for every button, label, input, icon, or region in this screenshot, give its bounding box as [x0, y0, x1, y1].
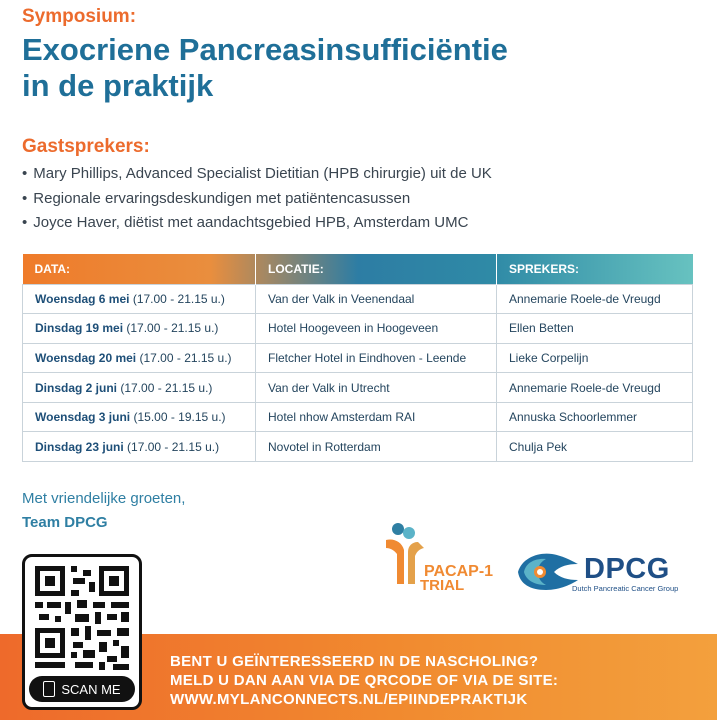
- table-row: [23, 432, 693, 462]
- date-time: (17.00 - 21.15 u.): [139, 350, 232, 365]
- date-cell: [23, 314, 256, 344]
- date-cell: [23, 402, 256, 432]
- location-cell: Fletcher Hotel in Eindhoven - Leende: [256, 343, 497, 373]
- pacap-logo-line1: PACAP-1: [424, 563, 494, 580]
- banner-url-link[interactable]: WWW.MYLANCONNECTS.NL/EPIINDEPRAKTIJK: [170, 691, 528, 708]
- table-row: [23, 343, 693, 373]
- date-day: Dinsdag 23 juni: [35, 439, 124, 454]
- closing-team: Team DPCG: [22, 514, 108, 531]
- symposium-kicker: Symposium:: [22, 6, 137, 27]
- date-time: (15.00 - 19.15 u.): [133, 410, 226, 425]
- speaker-cell: Chulja Pek: [497, 432, 693, 462]
- guest-list: [22, 162, 492, 236]
- banner-line-2: MELD U DAN AAN VIA DE QRCODE OF VIA DE SITE:: [170, 672, 559, 689]
- date-day: Dinsdag 2 juni: [35, 380, 118, 395]
- guest-item: • Joyce Haver, diëtist met aandachtsgebied HPB, Amsterdam UMC: [22, 211, 492, 236]
- closing-block: [22, 487, 185, 535]
- speaker-cell: Lieke Corpelijn: [497, 343, 693, 373]
- schedule-header-row: [23, 254, 693, 284]
- scan-me-button[interactable]: [29, 676, 135, 702]
- qr-code-icon[interactable]: [35, 566, 129, 670]
- date-cell: [23, 284, 256, 314]
- date-day: Woensdag 3 juni: [35, 410, 131, 425]
- banner-line-1: BENT U GEÏNTERESSEERD IN DE NASCHOLING?: [170, 653, 539, 670]
- speaker-cell: Annemarie Roele-de Vreugd: [497, 373, 693, 403]
- dpcg-logo: [516, 550, 580, 599]
- column-header-speakers: SPREKERS:: [497, 254, 693, 284]
- phone-icon: [43, 681, 55, 697]
- date-cell: [23, 373, 256, 403]
- banner-text: [170, 652, 558, 709]
- title-line-1: Exocriene Pancreasinsufficiëntie: [22, 32, 508, 67]
- speaker-cell: Annuska Schoorlemmer: [497, 402, 693, 432]
- date-day: Dinsdag 19 mei: [35, 321, 124, 336]
- location-cell: Van der Valk in Utrecht: [256, 373, 497, 403]
- location-cell: Van der Valk in Veenendaal: [256, 284, 497, 314]
- date-time: (17.00 - 21.15 u.): [120, 380, 213, 395]
- guest-item: • Regionale ervaringsdeskundigen met patiëntencasussen: [22, 187, 492, 212]
- closing-greeting: Met vriendelijke groeten,: [22, 490, 186, 507]
- page-title: [22, 32, 508, 104]
- qr-code-card[interactable]: [22, 554, 142, 710]
- speaker-cell: Annemarie Roele-de Vreugd: [497, 284, 693, 314]
- date-time: (17.00 - 21.15 u.): [132, 291, 225, 306]
- column-header-date: DATA:: [34, 261, 71, 276]
- title-line-2: in de praktijk: [22, 68, 214, 103]
- date-time: (17.00 - 21.15 u.): [127, 439, 220, 454]
- guest-item: • Mary Phillips, Advanced Specialist Dietitian (HPB chirurgie) uit de UK: [22, 162, 492, 187]
- column-header-location: LOCATIE:: [256, 254, 497, 284]
- guests-heading: Gastsprekers:: [22, 136, 150, 157]
- table-row: [23, 314, 693, 344]
- pacap-logo: [384, 520, 504, 597]
- date-day: Woensdag 20 mei: [35, 350, 137, 365]
- date-cell: [23, 432, 256, 462]
- location-cell: Hotel Hoogeveen in Hoogeveen: [256, 314, 497, 344]
- location-cell: Novotel in Rotterdam: [256, 432, 497, 462]
- dpcg-logo-subtitle: Dutch Pancreatic Cancer Group: [572, 584, 679, 593]
- pacap-logo-line2: TRIAL: [420, 577, 465, 592]
- date-time: (17.00 - 21.15 u.): [126, 321, 219, 336]
- dpcg-logo-text: DPCG: [584, 553, 670, 585]
- date-day: Woensdag 6 mei: [35, 291, 130, 306]
- schedule-table: [22, 254, 693, 462]
- scan-me-label: SCAN ME: [61, 681, 121, 697]
- date-cell: [23, 343, 256, 373]
- table-row: [23, 284, 693, 314]
- table-row: [23, 373, 693, 403]
- table-row: [23, 402, 693, 432]
- location-cell: Hotel nhow Amsterdam RAI: [256, 402, 497, 432]
- speaker-cell: Ellen Betten: [497, 314, 693, 344]
